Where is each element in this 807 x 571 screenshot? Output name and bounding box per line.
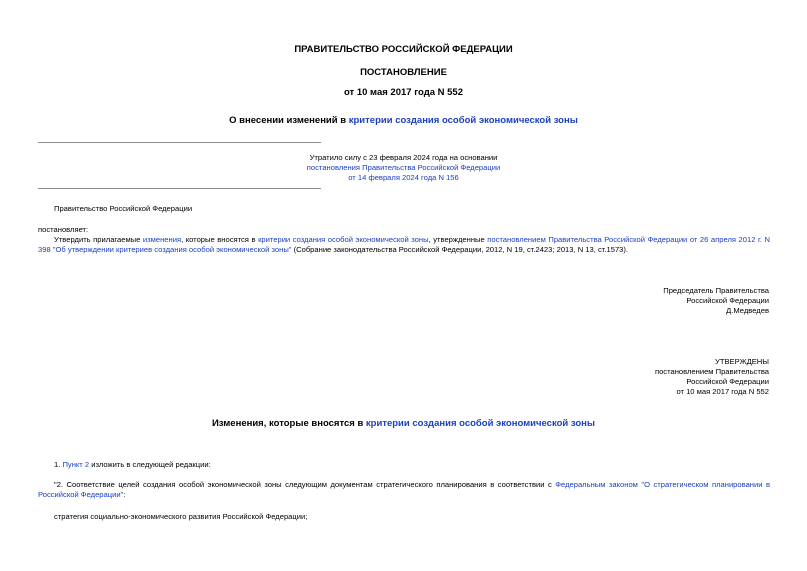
signature-country: Российской Федерации [686,296,769,305]
approval-date: от 10 мая 2017 года N 552 [676,387,769,396]
approval-label: УТВЕРЖДЕНЫ [715,357,769,366]
point-2-link[interactable]: Пункт 2 [62,460,90,469]
change-item-1: 1. Пункт 2 изложить в следующей редакции: [54,460,211,469]
federal-law-link[interactable]: Федеральным законом "О стратегическом планировании в Российской Федерации" [38,480,771,499]
signature-block [663,286,769,316]
criteria-inline-link[interactable]: критерии создания особой экономической зоны [258,235,429,244]
document-title [0,115,807,127]
document-title-prefix: О внесении изменений в [229,115,349,126]
document-type-heading: ПОСТАНОВЛЕНИЕ [360,67,447,78]
notice-bottom-divider [38,188,321,189]
signature-name: Д.Медведев [726,306,769,315]
change-item-3: стратегия социально-экономического развития Российской Федерации; [54,512,308,521]
decrees-text: постановляет: [38,225,89,234]
changes-link[interactable]: изменения [142,235,182,244]
government-rf-text: Правительство Российской Федерации [54,204,193,213]
repeal-decree-link[interactable]: постановления Правительства Российской Федерации [306,163,501,172]
notice-line: Утратило силу с 23 февраля 2024 года на основании [309,153,498,162]
change-item-2: "2. Соответствие целей создания особой экономической зоны следующим документам стратегического планирования в соответствии с Федеральным законом "О стратегическом планировании в Российской Федерации": [38,480,771,499]
government-heading: ПРАВИТЕЛЬСТВО РОССИЙСКОЙ ФЕДЕРАЦИИ [294,44,513,55]
changes-criteria-link[interactable]: критерии создания особой экономической зоны [365,418,596,429]
approval-block [655,357,769,397]
changes-heading [0,418,807,430]
decree-398-link[interactable]: постановлением Правительства Российской Федерации от 26 апреля 2012 г. N 398 "Об утверждении критериев создания особой экономической зоны" [38,235,770,254]
approval-decree: постановлением Правительства [654,367,769,376]
main-paragraph: Утвердить прилагаемые изменения, которые вносятся в критерии создания особой экономической зоны, утвержденные постановлением Правительства Российской Федерации от 26 апреля 2012 г. N 398 "Об утверждении критериев создания особой экономической зоны" (Собрание законодательства Российской Федерации, 2012, N 19, ст.2423; 2013, N 13, ст.1573). [38,235,770,254]
notice-block [0,153,807,183]
signature-position: Председатель Правительства [663,286,769,295]
repeal-decree-date-link[interactable]: от 14 февраля 2024 года N 156 [348,173,459,182]
criteria-link[interactable]: критерии создания особой экономической зоны [348,115,578,126]
notice-top-divider [38,142,321,143]
document-date-number: от 10 мая 2017 года N 552 [343,87,464,98]
changes-heading-prefix: Изменения, которые вносятся в [211,418,366,429]
approval-country: Российской Федерации [686,377,769,386]
